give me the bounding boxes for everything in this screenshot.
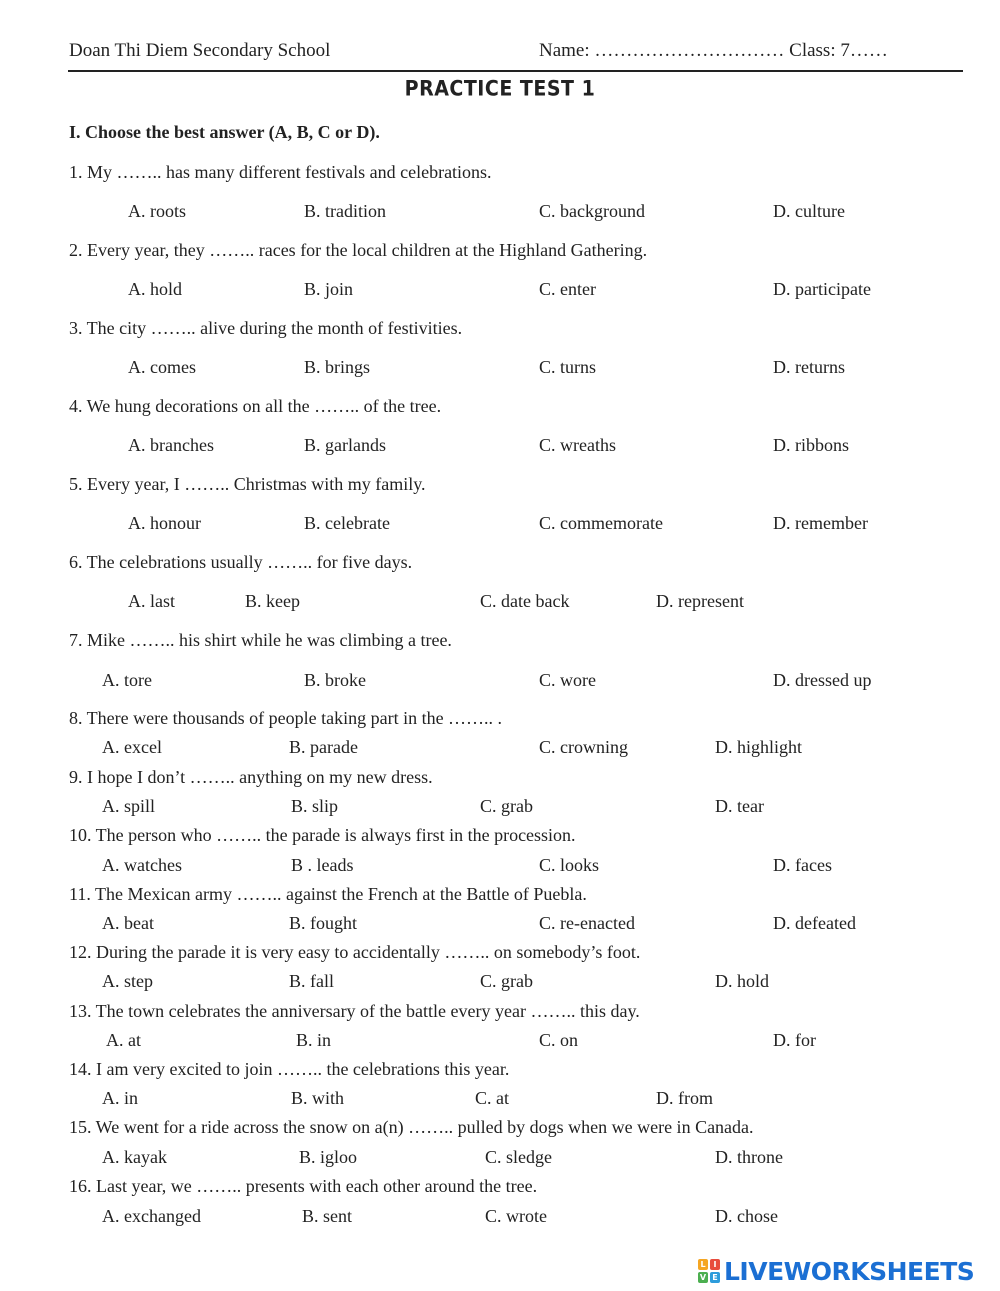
question-2-option-a[interactable]: A. hold: [128, 279, 182, 299]
question-15-option-b[interactable]: B. igloo: [299, 1147, 358, 1167]
question-4: 4. We hung decorations on all the …….. of the tree.: [69, 396, 442, 416]
question-16-option-d[interactable]: D. chose: [715, 1206, 778, 1226]
question-8: 8. There were thousands of people taking part in the …….. .: [69, 708, 503, 728]
question-5-option-d[interactable]: D. remember: [773, 513, 868, 533]
question-3-option-c[interactable]: C. turns: [539, 357, 597, 377]
question-11-option-c[interactable]: C. re-enacted: [539, 913, 635, 933]
question-13-option-c[interactable]: C. on: [539, 1030, 579, 1050]
question-9: 9. I hope I don’t …….. anything on my new dress.: [69, 767, 433, 787]
question-4-option-c[interactable]: C. wreaths: [539, 435, 616, 455]
question-16: 16. Last year, we …….. presents with each other around the tree.: [69, 1176, 538, 1196]
question-6-option-b[interactable]: B. keep: [245, 591, 300, 611]
question-16-option-a[interactable]: A. exchanged: [102, 1206, 201, 1226]
question-2-option-c[interactable]: C. enter: [539, 279, 596, 299]
question-5-option-c[interactable]: C. commemorate: [539, 513, 663, 533]
question-11-option-d[interactable]: D. defeated: [773, 913, 856, 933]
question-2: 2. Every year, they …….. races for the local children at the Highland Gathering.: [69, 240, 648, 260]
question-2-option-d[interactable]: D. participate: [773, 279, 871, 299]
question-13-option-b[interactable]: B. in: [296, 1030, 332, 1050]
question-1-option-c[interactable]: C. background: [539, 201, 645, 221]
question-6-option-c[interactable]: C. date back: [480, 591, 570, 611]
question-2-option-b[interactable]: B. join: [304, 279, 354, 299]
question-13-option-d[interactable]: D. for: [773, 1030, 816, 1050]
question-9-option-a[interactable]: A. spill: [102, 796, 156, 816]
school-name: Doan Thi Diem Secondary School: [69, 40, 331, 61]
question-5: 5. Every year, I …….. Christmas with my family.: [69, 474, 426, 494]
question-6-option-a[interactable]: A. last: [128, 591, 175, 611]
page-title: PRACTICE TEST 1: [404, 76, 596, 102]
question-15-option-c[interactable]: C. sledge: [485, 1147, 552, 1167]
name-class-field: Name: ………………………… Class: 7……: [539, 40, 888, 61]
question-14-option-d[interactable]: D. from: [656, 1088, 713, 1108]
question-3-option-b[interactable]: B. brings: [304, 357, 371, 377]
question-4-option-b[interactable]: B. garlands: [304, 435, 386, 455]
question-10-option-d[interactable]: D. faces: [773, 855, 832, 875]
question-8-option-d[interactable]: D. highlight: [715, 737, 803, 757]
question-7-option-c[interactable]: C. wore: [539, 670, 596, 690]
liveworksheets-logo-text: LIVEWORKSHEETS: [724, 1256, 975, 1286]
question-16-option-b[interactable]: B. sent: [302, 1206, 353, 1226]
question-14: 14. I am very excited to join …….. the celebrations this year.: [69, 1059, 510, 1079]
question-5-option-a[interactable]: A. honour: [128, 513, 201, 533]
question-8-option-c[interactable]: C. crowning: [539, 737, 628, 757]
question-1: 1. My …….. has many different festivals and celebrations.: [69, 162, 492, 182]
question-3: 3. The city …….. alive during the month of festivities.: [69, 318, 463, 338]
question-14-option-c[interactable]: C. at: [475, 1088, 509, 1108]
question-5-option-b[interactable]: B. celebrate: [304, 513, 390, 533]
question-1-option-d[interactable]: D. culture: [773, 201, 845, 221]
question-15-option-d[interactable]: D. throne: [715, 1147, 783, 1167]
question-12-option-a[interactable]: A. step: [102, 971, 153, 991]
question-11-option-b[interactable]: B. fought: [289, 913, 358, 933]
question-7-option-d[interactable]: D. dressed up: [773, 670, 872, 690]
question-3-option-a[interactable]: A. comes: [128, 357, 196, 377]
question-9-option-d[interactable]: D. tear: [715, 796, 764, 816]
question-13-option-a[interactable]: A. at: [106, 1030, 141, 1050]
question-8-option-b[interactable]: B. parade: [289, 737, 358, 757]
question-6: 6. The celebrations usually …….. for five days.: [69, 552, 413, 572]
question-12-option-c[interactable]: C. grab: [480, 971, 533, 991]
question-6-option-d[interactable]: D. represent: [656, 591, 744, 611]
question-16-option-c[interactable]: C. wrote: [485, 1206, 547, 1226]
question-13: 13. The town celebrates the anniversary of the battle every year …….. this day.: [69, 1001, 640, 1021]
question-11-option-a[interactable]: A. beat: [102, 913, 154, 933]
question-9-option-c[interactable]: C. grab: [480, 796, 533, 816]
question-8-option-a[interactable]: A. excel: [102, 737, 162, 757]
question-10-option-b[interactable]: B . leads: [291, 855, 354, 875]
question-1-option-a[interactable]: A. roots: [128, 201, 186, 221]
question-4-option-a[interactable]: A. branches: [128, 435, 214, 455]
question-10-option-c[interactable]: C. looks: [539, 855, 600, 875]
liveworksheets-logo: [698, 1257, 974, 1285]
question-12: 12. During the parade it is very easy to accidentally …….. on somebody’s foot.: [69, 942, 641, 962]
header-rule: [68, 70, 963, 72]
question-12-option-d[interactable]: D. hold: [715, 971, 769, 991]
question-14-option-a[interactable]: A. in: [102, 1088, 138, 1108]
section-heading: I. Choose the best answer (A, B, C or D).: [69, 122, 380, 142]
question-14-option-b[interactable]: B. with: [291, 1088, 345, 1108]
question-3-option-d[interactable]: D. returns: [773, 357, 845, 377]
question-12-option-b[interactable]: B. fall: [289, 971, 334, 991]
question-11: 11. The Mexican army …….. against the French at the Battle of Puebla.: [69, 884, 587, 904]
question-9-option-b[interactable]: B. slip: [291, 796, 339, 816]
question-7-option-b[interactable]: B. broke: [304, 670, 366, 690]
question-7-option-a[interactable]: A. tore: [102, 670, 152, 690]
question-10: 10. The person who …….. the parade is always first in the procession.: [69, 825, 576, 845]
liveworksheets-logo-icon: L I V E: [698, 1259, 720, 1283]
question-10-option-a[interactable]: A. watches: [102, 855, 182, 875]
question-4-option-d[interactable]: D. ribbons: [773, 435, 849, 455]
question-1-option-b[interactable]: B. tradition: [304, 201, 386, 221]
question-15-option-a[interactable]: A. kayak: [102, 1147, 167, 1167]
question-7: 7. Mike …….. his shirt while he was climbing a tree.: [69, 630, 452, 650]
question-15: 15. We went for a ride across the snow on a(n) …….. pulled by dogs when we were in Canada.: [69, 1117, 754, 1137]
